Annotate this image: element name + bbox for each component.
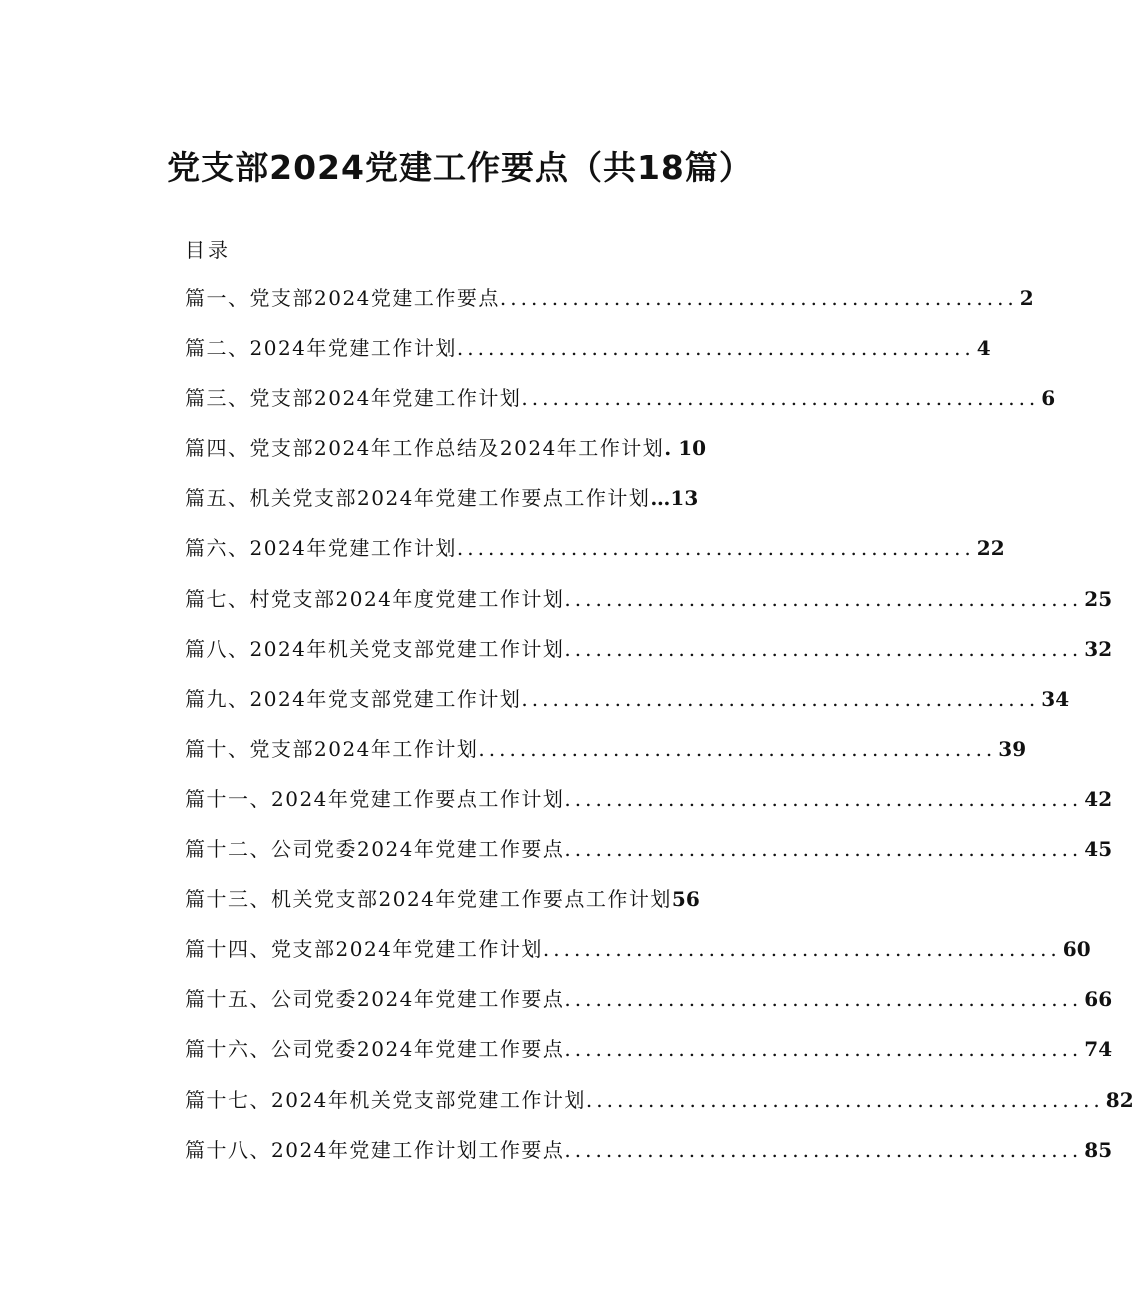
toc-entry-page: 74 [1084, 1037, 1113, 1062]
toc-entry-title: 篇十一、2024年党建工作要点工作计划 [185, 786, 565, 811]
toc-entry[interactable] [185, 384, 1056, 434]
dot-leader: .................................................. [521, 686, 1040, 711]
dot-leader: .................................................. [564, 586, 1083, 611]
toc-entry-title: 篇十五、公司党委2024年党建工作要点 [185, 987, 565, 1012]
toc-entry-page: 42 [1084, 786, 1113, 811]
toc-entry-page: 85 [1084, 1137, 1113, 1162]
toc-entry-page: 82 [1105, 1087, 1134, 1112]
dot-leader: .................................................. [456, 536, 975, 561]
toc-entry-page: 2 [1019, 286, 1034, 310]
toc-entry[interactable] [185, 585, 1113, 635]
toc-entry-title: 篇二、2024年党建工作计划 [185, 336, 457, 361]
toc-entry-title: 篇三、党支部2024年党建工作计划 [185, 386, 522, 411]
toc-entry[interactable] [185, 685, 1070, 735]
toc-entry[interactable] [185, 434, 772, 484]
toc-entry[interactable] [185, 1136, 1113, 1186]
toc-entry[interactable] [185, 835, 1113, 885]
dot-leader: .................................................. [478, 736, 997, 761]
toc-entry[interactable] [185, 785, 1113, 835]
dot-leader: .................................................. [521, 386, 1040, 411]
toc-entry-page: 45 [1084, 837, 1113, 862]
toc-entry[interactable] [185, 484, 772, 534]
toc-entry[interactable] [185, 885, 772, 935]
toc-entry-page: 32 [1084, 636, 1113, 661]
toc-entry[interactable] [185, 534, 1005, 584]
dot-leader: .................................................. [564, 786, 1083, 811]
toc-entry-title: 篇四、党支部2024年工作总结及2024年工作计划 [185, 436, 665, 461]
dot-leader: .................................................. [564, 1037, 1083, 1062]
toc-entry-page: 60 [1062, 937, 1091, 962]
toc-entry-page: 22 [976, 536, 1005, 561]
toc-entry[interactable] [185, 985, 1113, 1035]
toc-entry-page: …13 [650, 486, 699, 511]
table-of-contents [185, 284, 1134, 1186]
toc-entry-title: 篇九、2024年党支部党建工作计划 [185, 686, 522, 711]
toc-entry-title: 篇八、2024年机关党支部党建工作计划 [185, 636, 565, 661]
toc-entry-title: 篇十八、2024年党建工作计划工作要点 [185, 1137, 565, 1162]
toc-entry-page: 25 [1084, 586, 1113, 611]
toc-entry[interactable] [185, 1035, 1113, 1085]
toc-entry-page: . 10 [664, 436, 707, 461]
toc-entry[interactable] [185, 284, 1034, 334]
dot-leader: .................................................. [585, 1087, 1104, 1112]
toc-entry-title: 篇十二、公司党委2024年党建工作要点 [185, 837, 565, 862]
toc-entry[interactable] [185, 635, 1113, 685]
toc-entry-title: 篇七、村党支部2024年度党建工作计划 [185, 586, 565, 611]
dot-leader: .................................................. [564, 1137, 1083, 1162]
toc-entry-page: 6 [1041, 386, 1056, 411]
toc-entry-title: 篇十三、机关党支部2024年党建工作要点工作计划 [185, 887, 672, 912]
dot-leader: .................................................. [456, 336, 975, 361]
dot-leader: .................................................. [499, 286, 1018, 310]
toc-entry[interactable] [185, 735, 1027, 785]
dot-leader: .................................................. [564, 837, 1083, 862]
toc-entry-page: 66 [1084, 987, 1113, 1012]
toc-entry-title: 篇十七、2024年机关党支部党建工作计划 [185, 1087, 586, 1112]
toc-heading: 目录 [185, 238, 231, 262]
toc-entry-title: 篇六、2024年党建工作计划 [185, 536, 457, 561]
toc-entry-title: 篇一、党支部2024党建工作要点 [185, 286, 500, 310]
dot-leader: .................................................. [542, 937, 1061, 962]
toc-entry-page: 39 [998, 736, 1027, 761]
toc-entry-title: 篇五、机关党支部2024年党建工作要点工作计划 [185, 486, 651, 511]
toc-entry-title: 篇十、党支部2024年工作计划 [185, 736, 479, 761]
toc-entry[interactable] [185, 935, 1091, 985]
toc-entry-page: 4 [976, 336, 991, 361]
toc-entry[interactable] [185, 1086, 1134, 1136]
toc-entry-title: 篇十六、公司党委2024年党建工作要点 [185, 1037, 565, 1062]
dot-leader: .................................................. [564, 636, 1083, 661]
toc-entry-title: 篇十四、党支部2024年党建工作计划 [185, 937, 543, 962]
document-title: 党支部2024党建工作要点（共18篇） [167, 148, 753, 187]
toc-entry-page: 56 [671, 887, 700, 912]
toc-entry-page: 34 [1041, 686, 1070, 711]
toc-entry[interactable] [185, 334, 991, 384]
dot-leader: .................................................. [564, 987, 1083, 1012]
